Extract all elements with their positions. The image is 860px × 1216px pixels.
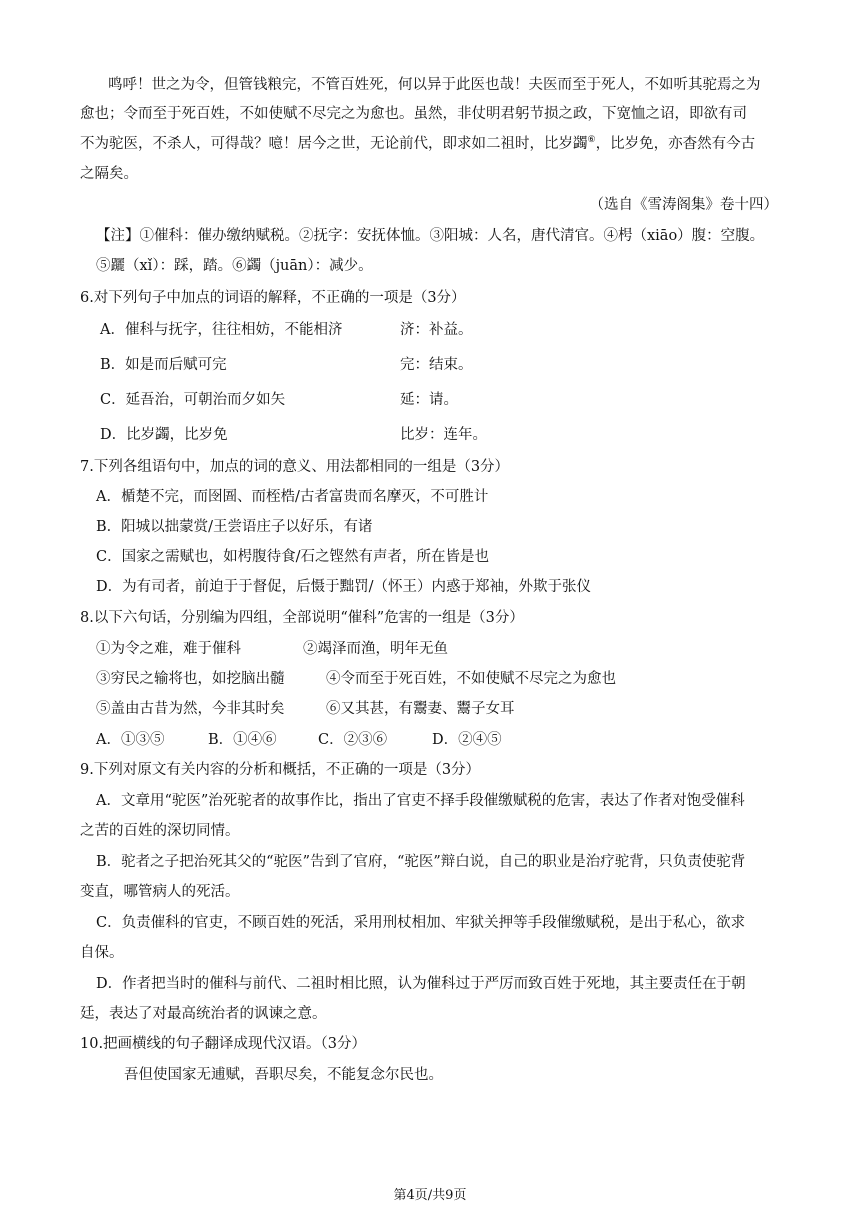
q9-line-1: A．文章用“驼医”治死驼者的故事作比，指出了官吏不择手段催缴赋税的危害，表达了作者对饱受催科 bbox=[96, 793, 745, 809]
q9-line-5: C．负责催科的官吏，不顾百姓的死活，采用刑杖相加、牢狱关押等手段催缴赋税，是出于私心，欲求 bbox=[96, 915, 746, 931]
notes-line-2: ⑤躧（xǐ）：踩，踏。⑥蠲（juān）：减少。 bbox=[96, 258, 373, 274]
q8-stem: 8.以下六句话，分别编为四组，全部说明“催科”危害的一组是（3分） bbox=[80, 610, 524, 626]
q8-choice-b: B．①④⑥ bbox=[208, 732, 277, 748]
q9-line-8: 廷，表达了对最高统治者的讽谏之意。 bbox=[80, 1006, 327, 1022]
note-marker: ⑥ bbox=[587, 135, 596, 146]
notes-line-1: 【注】①催科：催办缴纳赋税。②抚字：安抚体恤。③阳城：人名，唐代清官。④枵（xiāo）腹：空腹。 bbox=[96, 228, 765, 244]
q7-option-d: D．为有司者，前迫于于督促，后慑于黜罚/（怀王）内惑于郑袖，外欺于张仪 bbox=[96, 579, 592, 595]
q8-item-5: ⑤盖由古昔为然，今非其时矣 bbox=[96, 701, 285, 717]
passage-line-2: 愈也；令而至于死百姓，不如使赋不尽完之为愈也。虽然，非仗明君躬节损之政，下宽恤之诏，即欲有司 bbox=[80, 106, 747, 122]
q8-choice-c: C．②③⑥ bbox=[318, 732, 388, 748]
q9-line-6: 自保。 bbox=[80, 945, 124, 961]
q10-sentence: 吾但使国家无逋赋，吾职尽矣，不能复念尔民也。 bbox=[124, 1067, 443, 1083]
q7-option-b: B．阳城以拙蒙赏/王尝语庄子以好乐，有诸 bbox=[96, 519, 373, 535]
passage-line-1: 鸣呼！世之为令，但管钱粮完，不管百姓死，何以异于此医也哉！夫医而至于死人，不如听其驼焉之为 bbox=[108, 77, 761, 93]
q7-stem: 7.下列各组语句中，加点的词的意义、用法都相同的一组是（3分） bbox=[80, 459, 510, 475]
q9-line-2: 之苦的百姓的深切同情。 bbox=[80, 823, 240, 839]
passage-line-3-b: ，比岁免，亦杳然有今古 bbox=[595, 136, 756, 152]
q8-item-2: ②竭泽而渔，明年无鱼 bbox=[303, 641, 448, 657]
q10-stem: 10.把画横线的句子翻译成现代汉语。（3分） bbox=[80, 1036, 367, 1052]
q6-gloss-d: 比岁：连年。 bbox=[400, 427, 487, 443]
q6-gloss-c: 延：请。 bbox=[400, 392, 458, 408]
q6-option-a: A．催科与抚字，往往相妨，不能相济 bbox=[100, 322, 343, 338]
q9-line-4: 变直，哪管病人的死活。 bbox=[80, 884, 240, 900]
q8-item-4: ④令而至于死百姓，不如使赋不尽完之为愈也 bbox=[326, 671, 616, 687]
q6-gloss-a: 济：补益。 bbox=[400, 322, 473, 338]
q6-option-c: C．延吾治，可朝治而夕如矢 bbox=[100, 392, 286, 408]
q7-option-a: A．楯楚不完，而囹圄、而桎梏/古者富贵而名摩灭，不可胜计 bbox=[96, 489, 489, 505]
q6-option-d: D．比岁蠲，比岁免 bbox=[100, 427, 228, 443]
q8-choice-a: A．①③⑤ bbox=[96, 732, 165, 748]
page-number: 第4页/共9页 bbox=[393, 1188, 467, 1203]
q8-choice-d: D．②④⑤ bbox=[432, 732, 502, 748]
q8-item-3: ③穷民之输将也，如挖脑出髓 bbox=[96, 671, 285, 687]
q6-gloss-b: 完：结束。 bbox=[400, 357, 473, 373]
q6-option-b: B．如是而后赋可完 bbox=[100, 357, 227, 373]
q7-option-c: C．国家之需赋也，如枵腹待食/石之铿然有声者，所在皆是也 bbox=[96, 549, 489, 565]
passage-line-3-a: 不为驼医，不杀人，可得哉？噫！居今之世，无论前代，即求如二祖时，比岁蠲 bbox=[80, 136, 588, 152]
q6-stem: 6.对下列句子中加点的词语的解释，不正确的一项是（3分） bbox=[80, 290, 466, 306]
q9-stem: 9.下列对原文有关内容的分析和概括，不正确的一项是（3分） bbox=[80, 762, 481, 778]
passage-source: （选自《雪涛阁集》卷十四） bbox=[589, 197, 778, 213]
q9-line-3: B．驼者之子把治死其父的“驼医”告到了官府，“驼医”辩白说，自己的职业是治疗驼背，只负责使驼背 bbox=[96, 854, 746, 870]
passage-line-4: 之隔矣。 bbox=[80, 166, 138, 182]
passage-line-3 bbox=[0, 133, 860, 155]
q8-item-6: ⑥又其甚，有鬻妻、鬻子女耳 bbox=[326, 701, 515, 717]
q8-item-1: ①为令之难，难于催科 bbox=[96, 641, 241, 657]
q9-line-7: D．作者把当时的催科与前代、二祖时相比照，认为催科过于严厉而致百姓于死地，其主要责任在于朝 bbox=[96, 976, 746, 992]
